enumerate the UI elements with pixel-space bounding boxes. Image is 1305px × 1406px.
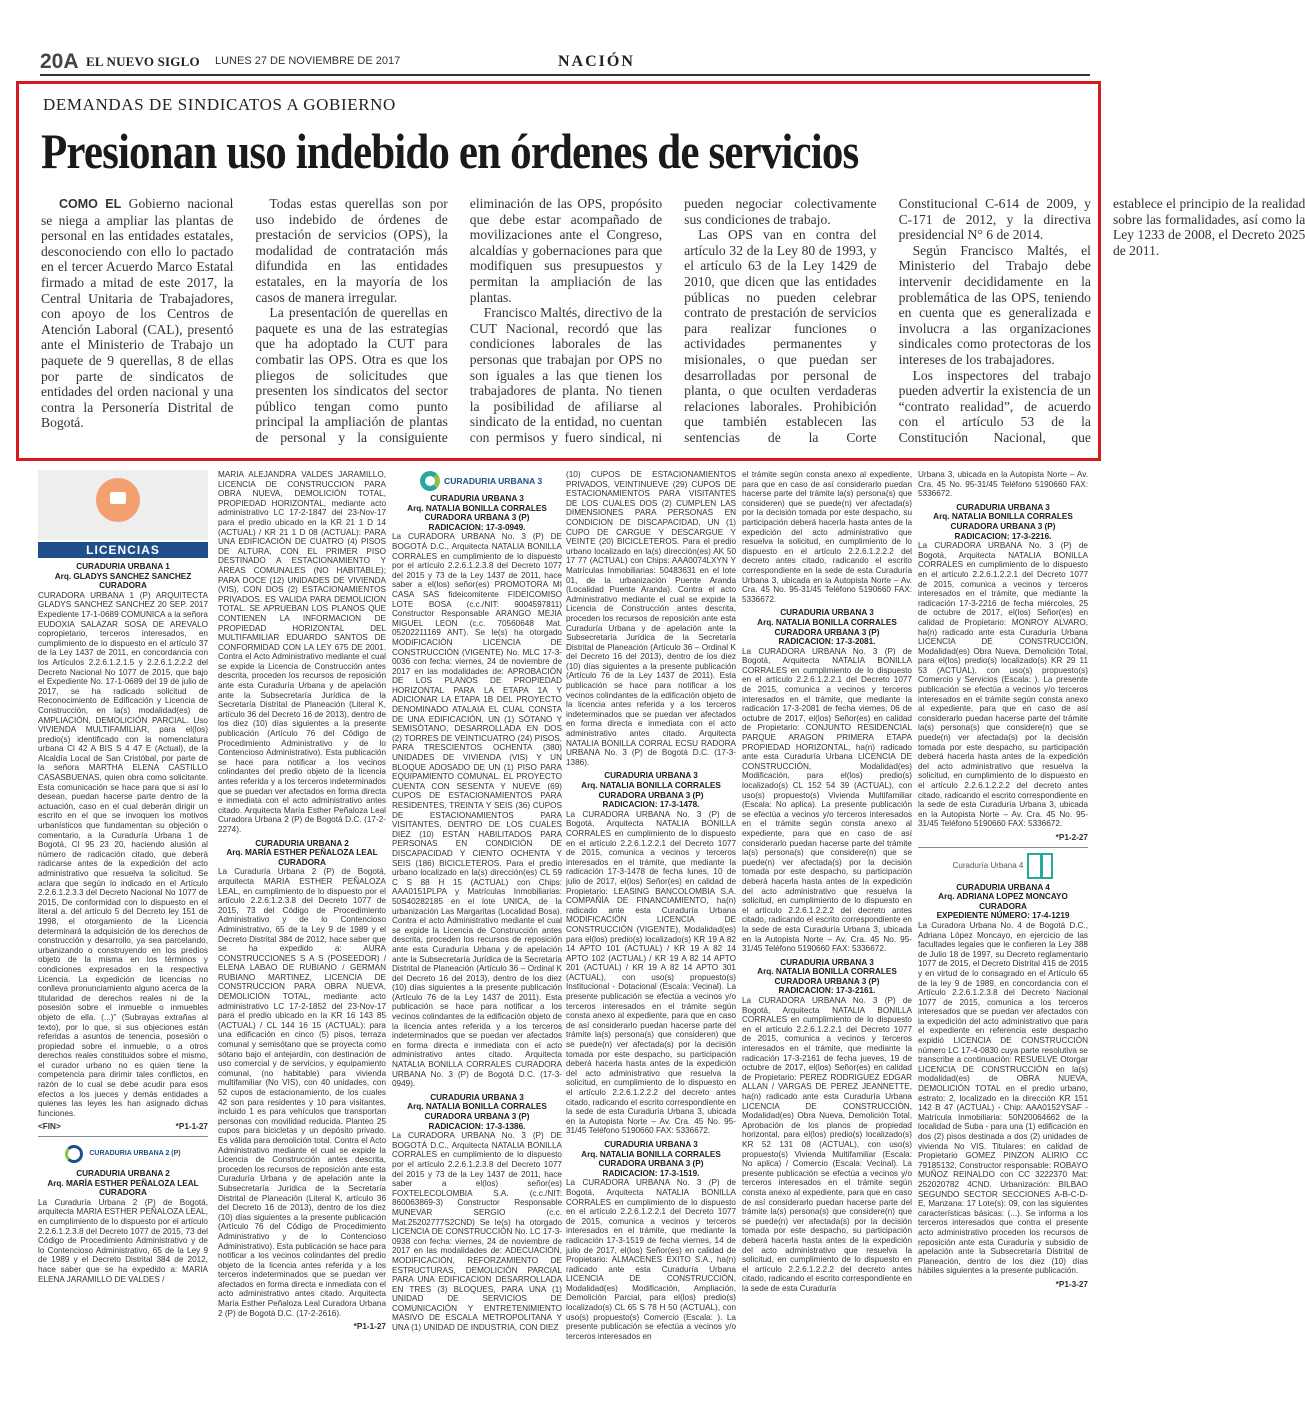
notice-architect: Arq. NATALIA BONILLA CORRALES	[757, 617, 897, 627]
article-paragraph: COMO EL Gobierno nacional se niega a ampliar las plantas de personal en las entidades estatales, desconociendo con ello lo pactado en el tercer Acuerdo Marco Estatal firmado a mitad de este 2017, la Central Unitaria de Trabajadores, con apoyo de los Centros de Atención Laboral (CAL), presentó ante el Ministerio de Trabajo un paquete de 9 querellas, 8 de ellas por parte de sindicatos de entidades del orden nacional y una contra la Personería Distrital de Bogotá.	[41, 196, 234, 431]
notice-title: CURADURIA URBANA 3	[780, 957, 874, 967]
notice-radicacion: RADICACION: 17-3-2216.	[954, 531, 1052, 541]
newspaper-name: EL NUEVO SIGLO	[86, 54, 200, 69]
divider	[38, 1136, 208, 1137]
notices-column-5	[742, 470, 912, 1400]
notice-body: CURADORA URBANA 1 (P) ARQUITECTA GLADYS SANCHEZ SANCHEZ 20 SEP. 2017 Expediente 17-1-0689 COMUNICA a la señora EUDOXIA SALAZAR SOSA DE AREVALO copropietario, terceros interesados, en cumplimiento de lo dispuesto en el artículo 37 de la Ley 1437 de 2011, en concordancia con los Artículos 2.2.6.1.2.1.5 y 2.2.6.1.2.2.2 del Decreto Nacional No 1077 de 2015, que bajo el Expediente No. 17-1-0689 del 19 de julio de 2017, se ha radicado solicitud de Reconocimiento de Edificación y Licencia de Construcción, en la(s) modalidad(es) de AMPLIACIÓN, DEMOLICIÓN PARCIAL. Uso VIVIENDA MULTIFAMILIAR, para el(los) predio(s) identificado con la nomenclatura urbana Cl 42 A BIS S 4 47 E (Actual), de la Alcaldía Local de San Cristóbal, por parte de la señora MARTHA ELENA CASTILLO CASASBUENAS, quien obra como solicitante. Esta comunicación se hace para que si así lo desean, puedan hacerse parte dentro de la actuación, caso en el cual deberán dirigir un escrito en el que se invoquen los motivos urbanísticos que fundamentan su objeción o comentario, a la Curaduría Urbana 1 de Bogotá, Cl 95 23 20, haciendo alusión al número de radicación citado, que deberá radicarse antes de la expedición del acto administrativo que resuelva la solicitud. Se aclara que según lo indicado en el Artículo 2.2.6.1.2.3.3 del Decreto Nacional No 1077 de 2015, De conformidad con lo dispuesto en el literal a. del artículo 5 del Decreto ley 151 de 1998, el otorgamiento de la Licencia determinará la adquisición de los derechos de construcción y desarrollo, ya sea parcelando, urbanizando o construyendo en los predios objeto de la misma en los términos y condiciones expresados en la respectiva Licencia. La expedición de licencias no conlleva pronunciamiento alguno acerca de la titularidad de derechos reales ni de la posesión sobre el inmueble o inmuebles objeto de ella. (...)” (Subrayas extrañas al texto), por lo que, si sus objeciones están referidas a asuntos de tenencia, posesión o propiedad sobre el inmueble, o a otros derechos reales constituidos sobre el mismo, el curador urbano no es quien tiene la competencia para dirimir tales conflictos, en razón de lo cual se debe acudir para esos efectos a los jueces y demás entidades a quienes las leyes les han asignado dichas funciones.	[38, 590, 208, 1118]
notice-body: (10) CUPOS DE ESTACIONAMIENTOS PRIVADOS, VEINTINUEVE (29) CUPOS DE ESTACIONAMIENTOS PARA VISITANTES DE LOS CUALES DOS (2) CUMPLEN LAS DIMENSIONES PARA PERSONAS EN CONDICION DE DISCAPACIDAD, UN (1) CUPO DE CARGUE Y DESCARGUE Y VEINTE (20) BICICLETEROS. Para el predio urbano localizado en la(s) dirección(es) AK 50 17 77 (ACTUAL) con Chips: AAA0074LXYN Y Matrículas Inmobiliarias: 50483631 en el lote 01, de la urbanización Puente Aranda (Localidad Puente Aranda). Contra el acto Administrativo mediante el cual se expide la Licencia de Construcción antes descrita, proceden los recursos de reposición ante esta Curaduría Urbana y de apelación ante la Subsecretaría Jurídica de la Secretaría Distrital de Planeación (Artículo 36 – Ordinal K del Decreto 16 del 2013), dentro de los diez (10) días siguientes a la presente publicación (Artículo 76 de la Ley 1437 de 2011). Esta publicación se hace para notificar a los vecinos colindantes de la edificación objeto de la licencia antes referida y a los terceros indeterminados que se puedan ver afectados en forma directa e inmediata con el acto administrativo antes citado. Arquitecta NATALIA BONILLA CORRAL ECSU RADORA URBANA No. 3 (P) de Bogotá D.C. (17-3-1386).	[566, 470, 736, 767]
notice-body: el trámite según consta anexo al expediente, para que en caso de así considerarlo puedan hacerse parte del trámite la(s) persona(s) que consideren) que se puede(n) ver afectada(s) por la decisión tomada por este despacho, su participación deberá hacerla hasta antes de la expedición del acto administrativo que resuelva la solicitud, en cumplimiento de lo dispuesto en el artículo 2.2.6.1.2.2.2 del decreto antes citado, radicando el escrito correspondiente en la sede de esta Curaduría Urbana 3, ubicada en la Autopista Norte – Av. Cra. 45 No. 95-31/45 Teléfono 5190660 FAX: 5336672.	[742, 470, 912, 604]
notice-role: CURADORA URBANA 3 (P)	[774, 976, 880, 986]
notice-title: CURADURIA URBANA 3	[956, 502, 1050, 512]
notice-body: La Curadora Urbana No. 4 de Bogotá D.C., Adriana López Moncayo, en ejercicio de las facultades legales que le confieren la Ley 388 de Julio 18 de 1997, su Decreto reglamentario 1077 de 2015, el Decreto Distrital 415 de 2015 y en virtud de lo consagrado en el Artículo 65 de la ley 9 de 1989, en concordancia con el Artículo 2.2.6.1.2.3.8 del Decreto Nacional 1077 de 2015, comunica a los terceros interesados que se puedan ver afectados con la expedición del acto administrativo que para el expediente en referencia este despacho expidió LICENCIA DE CONSTRUCCIÓN número LC 17-4-0830 cuya parte resolutiva se transcribe a continuación: RESUELVE Otorgar LICENCIA DE CONSTRUCCIÓN en la(s) modalidad(es) de OBRA NUEVA, DEMOLICIÓN TOTAL en el predio urbano, estrato: 2, localizado en la dirección KR 151 142 B 47 (ACTUAL) - Chip: AAA0152YSAF - Matrícula Inmobiliaria: 50N20064662 de la localidad de Suba - para una (1) edificación en dos (2) pisos destinada a dos (2) unidades de vivienda No VIS. Titulares: en calidad de Propietario GOMEZ PINZON ALIRIO CC 79185132, Constructor responsable: ROBAYO MUÑOZ REINALDO con CC 3222370 Mat: 252020782 4CND. Urbanización: BILBAO SEGUNDO SECTOR SECCIONES A-B-C-D-E, Manzana: 17 Lote(s): 09, con las siguientes características básicas: (...). Se informa a los terceros interesados que contra el presente acto administrativo proceden los recursos de reposición ante esta Curaduría y subsidio de apelación ante la Subsecretaría Distrital de Planeación, dentro de los diez (10) días hábiles siguientes a la presente publicación.	[918, 920, 1088, 1276]
divider	[918, 847, 1088, 848]
curaduria-4-logo-text: Curaduría Urbana 4	[952, 860, 1024, 870]
notice-title: CURADURIA URBANA 3	[430, 1092, 524, 1102]
notice-body: La Curaduría Urbana 2 (P) de Bogotá, arquitecta MARIA ESTHER PEÑALOZA LEAL, en cumplimiento de lo dispuesto por el artículo 2.2.6.1.2.3.8 del Decreto 1077 de 2015, 73 del Código de Procedimiento Administrativo y de lo Contencioso Administrativo, 65 de la Ley 9 de 1989 y el Decreto Distrital 384 de 2012, hace saber que se ha expedido a: MARIA ELENA JARAMILLO DE VALDES /	[38, 1197, 208, 1284]
notice-radicacion: RADICACION: 17-3-1478.	[602, 800, 700, 810]
notice-architect: Arq. ADRIANA LOPEZ MONCAYO	[938, 892, 1068, 902]
curaduria-2-logo	[38, 1141, 208, 1167]
article-paragraph: Las OPS van en contra del artículo 32 de la Ley 80 de 1993, y el artículo 63 de la Ley 1429 de 2010, que dicen que las entidades públicas no pueden celebrar contrato de prestación de servicios para realizar funciones o actividades permanentes y misionales, o que puedan ser desarrolladas por personal de planta, o que oculten verdaderas relaciones laborales. Prohibición que también establecen las sentencias de la Corte Constitucional C-614 de 2009, y C-171 de 2012, y la directiva presidencial N° 6 de 2014.	[684, 196, 1091, 445]
notice-architect: Arq. NATALIA BONILLA CORRALES	[757, 967, 897, 977]
notice-body: La CURADORA URBANA No. 3 (P) DE BOGOTÁ D.C., Arquitecta NATALIA BONILLA CORRALES en cumplimiento de lo dispuesto por el artículo 2.2.6.1.2.3.8 del Decreto 1077 del 2015 y 73 de la Ley 1437 de 2011, hace saber a el(los) señor(es) PROMOTORA MI CASA SAS fideicomitente FIDEICOMISO LOTE BOSA (c.c./NIT: 9004597811) Constructor Responsable ARANGO MEJIA MIGUEL LEON (c.c. 70560648 Mat. 05202211169 ANT). Se le(s) ha otorgado MODIFICACIÓN LICENCIA DE CONSTRUCCIÓN (VIGENTE) No. MLC 17-3-0036 con fecha: viernes, 24 de noviembre de 2017 en las modalidades de: APROBACIÓN DE LOS PLANOS DE PROPIEDAD HORIZONTAL PARA LA ETAPA 1A Y ADICIONAR LA ETAPA 1B DEL PROYECTO DENOMINADO ATALAIA EL CUAL CONSTA DE UNA EDIFICACIÓN, UN (1) SÓTANO Y SEMISÓTANO, DESARROLLADA EN DOS (2) TORRES DE VEINTICUATRO (24) PISOS, PARA TRESCIENTOS OCHENTA (380) UNIDADES DE VIVIENDA (VIS) Y UN BLOQUE ADOSADO DE UN (1) PISO PARA EQUIPAMIENTO COMUNAL. EL PROYECTO CUENTA CON SESENTA Y NUEVE (69) CUPOS DE ESTACIONAMIENTOS PARA RESIDENTES, TREINTA Y SEIS (36) CUPOS DE ESTACIONAMIENTOS PARA VISITANTES, DENTRO DE LOS CUALES DIEZ (10) ESTÁN HABILITADOS PARA PERSONAS EN CONDICIÓN DE DISCAPACIDAD Y CIENTO OCHENTA Y SEIS (186) BICICLETEROS. Para el predio urbano localizado en la(s) dirección(es) CL 59 C S 88 H 15 (ACTUAL) con Chips: AAA0151PLPA y Matrículas Inmobiliarias: 50S40282185 en el lote UNICA, de la urbanización Las Margaritas (Localidad Bosa). Contra el acto Administrativo mediante el cual se expide la Licencia de Construcción antes descrita, proceden los recursos de reposición ante esta Curaduría Urbana y de apelación ante la Subsecretaría Jurídica de la Secretaría Distrital de Planeación (Artículo 36 – Ordinal K del Decreto 16 del 2013), dentro de los diez (10) días siguientes a la presente publicación (Artículo 76 de la Ley 1437 de 2011). Esta publicación se hace para notificar a los vecinos colindantes de la edificación objeto de la licencia antes referida y a los terceros indeterminados que se puedan ver afectados en forma directa e inmediata con el acto administrativo antes citado. Arquitecta NATALIA BONILLA CORRALES CURADORA URBANA No. 3 (P) de Bogotá D.C. (17-3-0949).	[392, 532, 562, 1089]
notice-architect: Arq. NATALIA BONILLA CORRALES	[581, 1149, 721, 1159]
notice-end	[218, 1322, 386, 1332]
notice-title: CURADURIA URBANA 3	[780, 608, 874, 618]
notice-body: Urbana 3, ubicada en la Autopista Norte – Av. Cra. 45 No. 95-31/45 Teléfono 5190660 FAX: 5336672.	[918, 470, 1088, 499]
lead-caps: COMO EL	[59, 197, 122, 211]
notice-architect: Arq. MARÍA ESTHER PEÑALOZA LEAL	[226, 848, 378, 858]
notice-role: CURADORA	[99, 1188, 147, 1198]
notices-column-4	[566, 470, 736, 1400]
notice-architect: Arq. NATALIA BONILLA CORRALES	[581, 781, 721, 790]
notice-body: MARIA ALEJANDRA VALDES JARAMILLO, LICENCIA DE CONSTRUCCION PARA OBRA NUEVA, DEMOLICIÓN TOTAL, PROPIEDAD HORIZONTAL, mediante acto administrativo LC 17-2-1847 del 23-Nov-17 para el predio ubicado en la KR 21 1 D 14 (ACTUAL) / KR 21 1 D 08 (ACTUAL): PARA UNA EDIFICACIÓN DE CUATRO (4) PISOS DE ALTURA, CON EL PRIMER PISO DESTINADO A ESTACIONAMIENTO Y ÁREAS COMUNALES (NO HABITABLE); PARA DOCE (12) UNIDADES DE VIVIENDA (VIS), CON DOS (2) ESTACIONAMIENTOS PRIVADOS. ES VALIDA PARA DEMOLICION TOTAL. SE APRUEBAN LOS PLANOS QUE CONTIENEN LA INFORMACION DE PROPIEDAD HORIZONTAL DEL MULTIFAMILIAR EDUARDO SANTOS DE CONFORMIDAD CON LA LEY 675 DE 2001. Contra el Acto Administrativo mediante el cual se expide la Licencia de Construcción antes descrita, proceden los recursos de reposición ante esta Curaduría Urbana y de apelación ante la Subsecretaría Jurídica de la Secretaría Distrital de Planeación (Literal K, artículo 36 del Decreto 16 de 2013), dentro de los diez (10) días siguientes a la presente publicación (Artículo 76 del Código de Procedimiento Administrativo y de lo Contencioso Administrativo). Esta publicación se hace para notificar a los vecinos colindantes del predio objeto de la licencia antes referida y a los terceros indeterminados que se puedan ver afectados en forma directa e inmediata con el acto administrativo antes citado. Arquitecta María Esther Peñaloza Leal Curadora Urbana 2 (P) de Bogotá D.C. (17-2-2274).	[218, 470, 386, 834]
notice-body: La CURADORA URBANA No. 3 (P) DE BOGOTÁ D.C., Arquitecta NATALIA BONILLA CORRALES en cumplimiento de lo dispuesto por el artículo 2.2.6.1.2.3.8 del Decreto 1077 del 2015 y 73 de la Ley 1437 de 2011, hace saber a el(los) señor(es) FOXTELECOLOMBIA S.A. (c.c./NIT: 860063869-3) Constructor Responsable MUNEVAR SERGIO (c.c. Mat.25202777S2CND) Se le(s) ha otorgado LICENCIA DE CONSTRUCCIÓN No. LC 17-3-0938 con fecha: viernes, 24 de noviembre de 2017 en las modalidades de: ADECUACIÓN, MODIFICACIÓN, REFORZAMIENTO DE ESTRUCTURAS, DEMOLICIÓN PARCIAL PARA UNA EDIFICACION DESARROLLADA EN TRES (3) BLOQUES, PARA UNA (1) UNIDAD DE SERVICIOS DE COMUNICACIÓN Y ENTRETENIMIENTO MASIVO DE ESCALA METROPOLITANA Y UNA (1) UNIDAD DE INDUSTRIA, CON DIEZ	[392, 1131, 562, 1333]
notices-column-1	[38, 470, 208, 1400]
notice-body: La CURADORA URBANA No. 3 (P) de Bogotá, Arquitecta NATALIA BONILLA CORRALES en cumplimiento de lo dispuesto en el artículo 2.2.6.1.2.2.1 del Decreto 1077 de 2015, comunica a vecinos y terceros interesados en el trámite, que mediante la radicación 17-3-1478 de fecha lunes, 10 de julio de 2017, el(los) Señor(es) en calidad de Propietario: LEASING BANCOLOMBIA S.A. COMPAÑÍA DE FINANCIAMIENTO, ha(n) radicado ante esta Curaduría Urbana MODIFICACIÓN LICENCIA DE CONSTRUCCIÓN (VIGENTE), Modalidad(es) para el(los) predio(s) localizado(s) KR 19 A 82 14 APTO 101 (ACTUAL) / KR 19 A 82 14 APTO 102 (ACTUAL) / KR 19 A 82 14 APTO 201 (ACTUAL) / KR 19 A 82 14 APTO 301 (ACTUAL), con uso(s) propuesto(s) Institucional - Dotacional (Escala: Vecinal). La presente publicación se efectúa a vecinos y/o terceros interesados en el trámite según consta anexo al expediente, para que en caso de así considerarlo puedan hacerse parte del trámite la(s) persona(s) que consideren) que se puede(n) ver afectada(s) por la decisión tomada por este despacho, su participación deberá hacerla hasta antes de la expedición del acto administrativo que resuelva la solicitud, en cumplimiento de lo dispuesto en el artículo 2.2.6.1.2.2.2 del decreto antes citado, radicando el escrito correspondiente en la sede de esta Curaduría Urbana 3, ubicada en la Autopista Norte – Av. Cra. 45 No. 95-31/45 Teléfono 5190660 FAX: 5336672.	[566, 809, 736, 1136]
notice-architect: Arq. MARÍA ESTHER PEÑALOZA LEAL	[47, 1178, 199, 1188]
lead-article	[16, 81, 1305, 461]
curaduria-2-logo-text: CURADURIA URBANA 2 (P)	[89, 1150, 181, 1158]
fin-mark: <FIN>	[38, 1122, 61, 1132]
notice-role: CURADORA	[979, 901, 1027, 911]
notice-role: CURADORA URBANA 3 (P)	[424, 1112, 530, 1121]
notice-body: La CURADORA URBANA No. 3 (P) de Bogotá, Arquitecta NATALIA BONILLA CORRALES en cumplimiento de lo dispuesto en el artículo 2.2.6.1.2.2.1 del Decreto 1077 de 2015, comunica a vecinos y terceros interesados en el trámite, que mediante la radicación 17-3-2161 de fecha jueves, 19 de octubre de 2017, el(los) Señor(es) en calidad de Propietario: PEREZ RODRIGUEZ EDGAR ALLAN / VARGAS DE PEREZ JEANNETTE, ha(n) radicado ante esta Curaduría Urbana LICENCIA DE CONSTRUCCIÓN, Modalidad(es) Obra Nueva, Demolición Total, Aprobación de los planos de propiedad horizontal, para el(los) predio(s) localizado(s) KR 52 131 08 (ACTUAL), con uso(s) propuesto(s) Vivienda Multifamiliar (Escala: No aplica) / Comercio (Escala: Vecinal). La presente publicación se efectúa a vecinos y/o terceros interesados en el trámite según consta anexo al expediente, para que en caso de así considerarlo puedan hacerse parte del trámite la(s) persona(s) que considere(n) que se puede(n) ver afectada(s) por la decisión tomada por este despacho, su participación deberá hacerla hasta antes de la expedición del acto administrativo que resuelva la solicitud, en cumplimiento de lo dispuesto en el artículo 2.2.6.1.2.2.2 del decreto antes citado, radicando el escrito correspondiente en la sede de esta Curaduría	[742, 996, 912, 1293]
notices-column-2	[218, 470, 386, 1400]
article-headline: Presionan uso indebido en órdenes de servicios	[41, 123, 859, 179]
notice-title: CURADURIA URBANA 1	[76, 562, 170, 571]
notice-role: CURADORA	[99, 581, 147, 591]
licencias-graphic	[38, 470, 208, 540]
notice-end	[918, 833, 1088, 843]
curaduria-3-logo-text: CURADURIA URBANA 3	[444, 475, 543, 486]
article-kicker: DEMANDAS DE SINDICATOS A GOBIERNO	[43, 95, 396, 114]
notice-title: CURADURIA URBANA 4	[956, 882, 1050, 892]
notices-column-6	[918, 470, 1088, 1400]
notice-code: *P1-2-27	[1055, 832, 1088, 842]
notice-code: *P1-1-27	[175, 1122, 208, 1132]
article-paragraph: Los inspectores del trabajo pueden advertir la existencia de un “contrato realidad”, de acuerdo con el artículo 53 de la Constitución Nacional, que establece el principio de la realidad sobre las formalidades, así como la Ley 1233 de 2008, el Decreto 2025 de 2011.	[898, 196, 1305, 445]
article-paragraph: Francisco Maltés, directivo de la CUT Nacional, recordó que las condiciones laborales de las personas que trabajan por OPS no son iguales a las que tienen los trabajadores de planta. No tienen la posibilidad de afiliarse al sindicato de la entidad, no cuentan con permisos y fuero sindical, ni pueden negociar colectivamente sus condiciones de trabajo.	[469, 196, 877, 445]
notice-title: CURADURIA URBANA 2	[255, 838, 349, 848]
building-icon	[96, 478, 140, 522]
notice-title: CURADURIA URBANA 2	[76, 1169, 170, 1179]
notice-title: CURADURIA URBANA 3	[430, 494, 524, 503]
page-number: 20A	[40, 50, 79, 73]
notice-end	[38, 1122, 208, 1132]
curaduria-2-logo-icon	[65, 1145, 83, 1163]
notice-role: CURADORA URBANA 3 (P)	[774, 627, 880, 637]
notice-title: CURADURIA URBANA 3	[604, 1139, 698, 1149]
notice-architect: Arq. NATALIA BONILLA CORRALES	[407, 1102, 547, 1112]
notice-code: *P1-3-27	[1055, 1279, 1088, 1289]
article-paragraph: Según Francisco Maltés, el Ministerio del Trabajo debe intervenir decididamente en la problemática de las OPS, teniendo en cuenta que es generalizada e involucra a las organizaciones sindicales como protectoras de los intereses de los trabajadores.	[898, 242, 1091, 367]
notice-role: CURADORA URBANA 3 (P)	[424, 513, 530, 523]
article-paragraph: La presentación de querellas en paquete es una de las estrategias que ha adoptado la CUT para combatir las OPS. Otra es que los pliegos de solicitudes que presenten los sindicatos del sector público tengan como punto principal la ampliación de plantas de personal y la consiguiente eliminación de las OPS, propósito que debe estar acompañado de movilizaciones ante el Congreso, alcaldías y gobernaciones para que modifiquen sus presupuestos y permitan la ampliación de las plantas.	[255, 196, 663, 445]
notice-radicacion: RADICACION: 17-3-1386.	[428, 1121, 526, 1131]
section-name: NACIÓN	[558, 53, 635, 70]
notice-code: *P1-1-27	[353, 1322, 386, 1332]
notice-architect: Arq. NATALIA BONILLA CORRALES	[933, 512, 1073, 522]
notice-architect: Arq. GLADYS SANCHEZ SANCHEZ	[54, 571, 192, 581]
notice-title: CURADURIA URBANA 3	[604, 771, 698, 781]
page-folio	[40, 50, 1090, 76]
notice-role: CURADORA URBANA 3 (P)	[598, 790, 704, 800]
curaduria-4-logo	[918, 851, 1088, 881]
notice-body: La CURADORA URBANA No. 3 (P) de Bogotá, Arquitecta NATALIA BONILLA CORRALES en cumplimiento de lo dispuesto en el artículo 2.2.6.1.2.2.1 del Decreto 1077 de 2015, comunica a vecinos y terceros interesados en el trámite, que mediante la radicación 17-3-2216 de fecha miércoles, 25 de octubre de 2017, el(los) Señor(es) en calidad de Propietario: MONROY ALVARO, ha(n) radicado ante esta Curaduría Urbana LICENCIA DE CONSTRUCCIÓN, Modalidad(es) Obra Nueva, Demolición Total, para el(los) predio(s) localizado(s) KR 29 11 53 (ACTUAL), con uso(s) propuesto(s) Comercio y Servicios (Escala: ). La presente publicación se efectúa a vecinos y/o terceros interesados en el trámite según consta anexo al expediente, para que en caso de así considerarlo puedan hacerse parte del trámite la(s) persona(s) que considere(n) que se puede(n) ver afectada(s) por la decisión tomada por este despacho, su participación deberá hacerla hasta antes de la expedición del acto administrativo que resuelva la solicitud, en cumplimiento de lo dispuesto en el artículo 2.2.6.1.2.2.2 del decreto antes citado, radicando el escrito correspondiente en la sede de esta Curaduría Urbana 3, ubicada en la Autopista Norte – Av. Cra. 45 No. 95-31/45 Teléfono 5190660 FAX: 5336672.	[918, 541, 1088, 829]
curaduria-3-logo	[420, 470, 562, 492]
notice-end	[918, 1280, 1088, 1290]
notice-body: La CURADORA URBANA No. 3 (P) de Bogotá, Arquitecta NATALIA BONILLA CORRALES en cumplimiento de lo dispuesto en el artículo 2.2.6.1.2.2.1 del Decreto 1077 de 2015, comunica a vecinos y terceros interesados en el trámite, que mediante la radicación 17-3-2081 de fecha viernes, 06 de octubre de 2017, el(los) Señor(es) en calidad de Propietario: CONJUNTO RESIDENCIAL PARQUE ARAGON PRIMERA ETAPA PROPIEDAD HORIZONTAL, ha(n) radicado ante esta Curaduría Urbana LICENCIA DE CONSTRUCCIÓN, Modalidad(es) Modificación, para el(los) predio(s) localizado(s) CL 152 54 39 (ACTUAL), con uso(s) propuesto(s) Vivienda Multifamiliar (Escala: No aplica). La presente publicación se efectúa a vecinos y/o terceros interesados en el trámite según consta anexo al expediente, para que en caso de así considerarlo puedan hacerse parte del trámite la(s) persona(s) que considere(n) que se puede(n) ver afectada(s) por la decisión tomada por este despacho, su participación deberá hacerla hasta antes de la expedición del acto administrativo que resuelva la solicitud, en cumplimiento de lo dispuesto en el artículo 2.2.6.1.2.2.2 del decreto antes citado, radicando el escrito correspondiente en la sede de esta Curaduría Urbana 3, ubicada en la Autopista Norte – Av. Cra. 45 No. 95-31/45 Teléfono 5190660 FAX: 5336672.	[742, 646, 912, 954]
notice-radicacion: RADICACION: 17-3-2161.	[778, 986, 876, 996]
notice-role: CURADORA	[278, 857, 326, 867]
notice-role: CURADORA URBANA 3 (P)	[598, 1159, 704, 1169]
curaduria-4-logo-icon	[1027, 853, 1053, 879]
notice-body: La CURADORA URBANA No. 3 (P) de Bogotá, Arquitecta NATALIA BONILLA CORRALES en cumplimiento de lo dispuesto en el artículo 2.2.6.1.2.2.1 del Decreto 1077 de 2015, comunica a vecinos y terceros interesados en el trámite, que mediante la radicación 17-3-1519 de fecha viernes, 14 de julio de 2017, el(los) Señor(es) en calidad de Propietario: ALMACENES EXITO S.A., ha(n) radicado ante esta Curaduría Urbana LICENCIA DE CONSTRUCCIÓN, Modalidad(es) Modificación, Ampliación, Demolición Parcial, para el(los) predio(s) localizado(s) CL 65 S 78 H 50 (ACTUAL), con uso(s) propuesto(s) Comercio (Escala: ). La presente publicación se efectúa a vecinos y/o terceros interesados en	[566, 1178, 736, 1341]
notice-architect: Arq. NATALIA BONILLA CORRALES	[407, 503, 547, 513]
notice-expediente: EXPEDIENTE NÚMERO: 17-4-1219	[936, 911, 1070, 921]
notice-radicacion: RADICACION: 17-3-0949.	[428, 522, 526, 532]
licencias-banner: LICENCIAS	[38, 542, 208, 558]
article-body	[41, 196, 1305, 458]
notice-role: CURADORA URBANA 3 (P)	[950, 521, 1056, 531]
article-paragraph: Todas estas querellas son por uso indebido de órdenes de prestación de servicios (OPS), la modalidad de contratación más difundida en las entidades estatales, en la mayoría de los casos de manera irregular.	[255, 196, 448, 305]
notice-body: La Curaduría Urbana 2 (P) de Bogotá, arquitecta MARIA ESTHER PEÑALOZA LEAL, en cumplimiento de lo dispuesto por el artículo 2.2.6.1.2.3.8 del Decreto 1077 de 2015, 73 del Código de Procedimiento Administrativo y de lo Contencioso Administrativo, 65 de la Ley 9 de 1989 y el Decreto Distrital 384 de 2012, hace saber que se ha expedido a: AURA CONSTRUCCIONES S A S (POSEEDOR) / ELENA LABAO DE RUBIANO / GERMAN RUBIANO MARTINEZ, LICENCIA DE CONSTRUCCION PARA OBRA NUEVA, DEMOLICIÓN TOTAL, mediante acto administrativo LC 17-2-1852 del 23-Nov-17 para el predio ubicado en la KR 16 143 85 (ACTUAL) / CL 144 16 15 (ACTUAL): para una edificación en cinco (5) pisos, terraza comunal y semisótano que se proyecta como sótano bajo el antejardín, con destinación de uso comercial y de servicios, y equipamiento comunal, (no habitable) para vivienda multifamiliar (No VIS), con 40 unidades, con 52 cupos de estacionamiento, de los cuales 42 son para residentes y 10 para visitantes, incluido 1 es para vehículos que transportan personas con movilidad reducida. Planteo 25 cupos para bicicletas y un depósito privado. Es válida para demolición total. Contra el Acto Administrativo mediante el cual se expide la Licencia de Construcción antes descrita, proceden los recursos de reposición ante esta Curaduría Urbana y de apelación ante la Subsecretaría Jurídica de la Secretaría Distrital de Planeación (Literal K, artículo 36 del Decreto 16 de 2013), dentro de los diez (10) días siguientes a la presente publicación (Artículo 76 del Código de Procedimiento Administrativo y de lo Contencioso Administrativo). Esta publicación se hace para notificar a los vecinos colindantes del predio objeto de la licencia antes referida y a los terceros indeterminados que se puedan ver afectados en forma directa e inmediata con el acto administrativo antes citado. Arquitecta María Esther Peñaloza Leal Curadora Urbana 2 (P) de Bogotá D.C. (17-2-2616).	[218, 867, 386, 1318]
notices-column-3	[392, 470, 562, 1400]
notice-radicacion: RADICACION: 17-3-2081.	[778, 637, 876, 647]
notice-radicacion: RADICACION: 17-3-1519.	[602, 1168, 700, 1178]
curaduria-3-logo-icon	[420, 471, 440, 491]
issue-date: LUNES 27 DE NOVIEMBRE DE 2017	[215, 55, 401, 67]
